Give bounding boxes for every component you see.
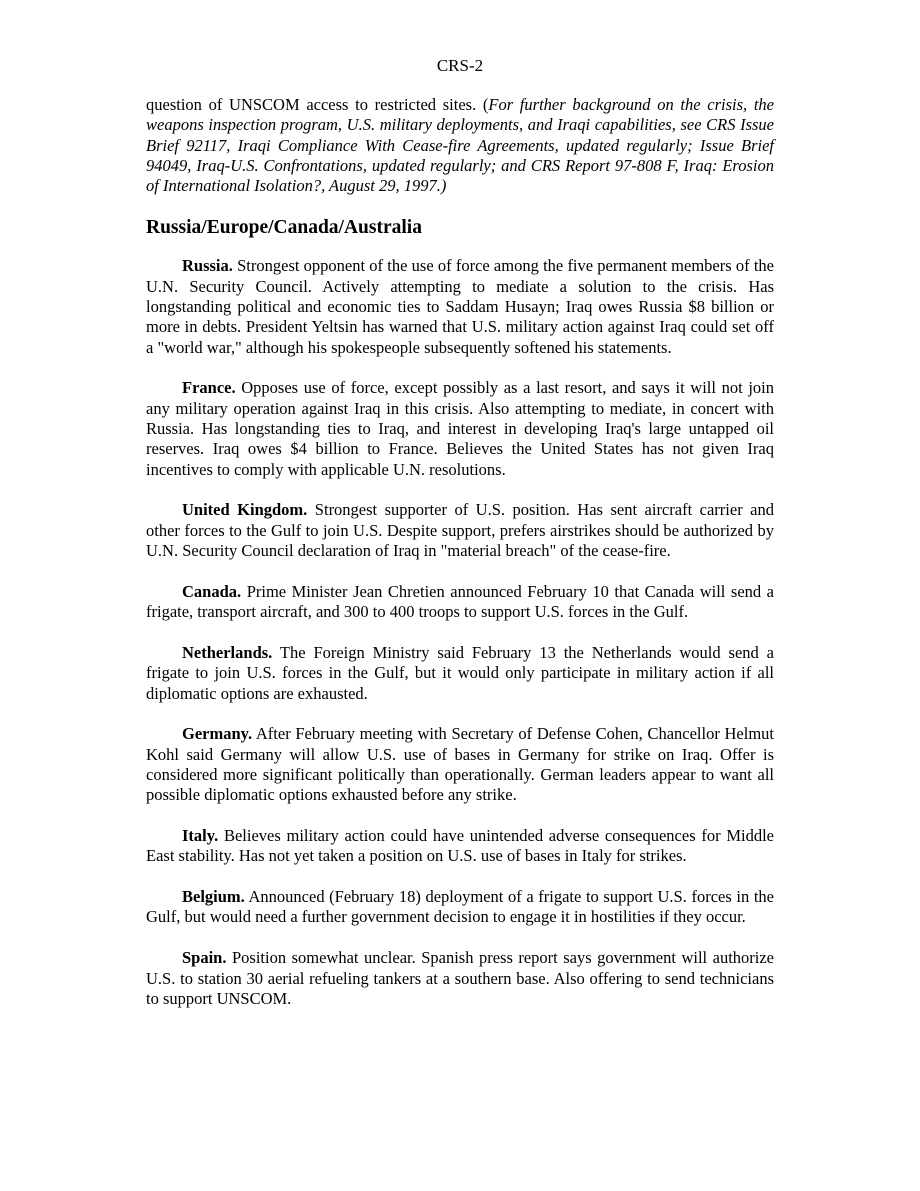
entry-name: Netherlands. — [182, 642, 273, 662]
entry-spain — [146, 948, 774, 1009]
intro-paragraph — [146, 95, 774, 196]
entry-name: United Kingdom. — [182, 500, 308, 520]
entry-italy — [146, 826, 774, 867]
entry-name: Spain. — [182, 948, 227, 968]
entry-name: Italy. — [182, 826, 219, 846]
document-body — [146, 95, 774, 1030]
entry-name: Germany. — [182, 724, 253, 744]
entry-text: Prime Minister Jean Chretien announced February 10 that Canada will send a frigate, transport aircraft, and 300 to 400 troops to support U.S. forces in the Gulf. — [146, 581, 774, 622]
entry-text: The Foreign Ministry said February 13 the Netherlands would send a frigate to join U.S. forces in the Gulf, but it would only participate in military action if all diplomatic options are exhausted. — [146, 642, 774, 703]
intro-text: question of UNSCOM access to restricted sites. ( — [146, 95, 489, 114]
entry-canada — [146, 582, 774, 623]
entry-text: Strongest opponent of the use of force among the five permanent members of the U.N. Security Council. Actively attempting to mediate a solution to the crisis. Has longstanding political and economic ties to Saddam Husayn; Iraq owes Russia $8 billion or more in debts. President Yeltsin has warned that U.S. military action against Iraq could set off a "world war," although his spokespeople subsequently softened his statements. — [146, 256, 774, 357]
intro-references: For further background on the crisis, the weapons inspection program, U.S. military deployments, and Iraqi capabilities, see CRS Issue Brief 92117, Iraqi Compliance With Cease-fire Agreements, updated regularly; Issue Brief 94049, Iraq-U.S. Confrontations, updated regularly; and CRS Report 97-808 F, Iraq: Erosion of International Isolation?, August 29, 1997.) — [146, 95, 774, 196]
entry-france — [146, 378, 774, 479]
entry-text: Believes military action could have unintended adverse consequences for Middle East stability. Has not yet taken a position on U.S. use of bases in Italy for strikes. — [146, 826, 774, 866]
entry-united-kingdom — [146, 500, 774, 561]
entry-russia — [146, 256, 774, 357]
entry-text: Announced (February 18) deployment of a frigate to support U.S. forces in the Gulf, but would need a further government decision to engage it in hostilities if they occur. — [146, 887, 774, 927]
page-number: CRS-2 — [436, 56, 484, 75]
entry-germany — [146, 724, 774, 805]
entry-text: Strongest supporter of U.S. position. Has sent aircraft carrier and other forces to the Gulf to join U.S. Despite support, prefers airstrikes should be authorized by U.N. Security Council declaration of Iraq in "material breach" of the cease-fire. — [146, 500, 775, 561]
entry-name: Canada. — [182, 581, 242, 601]
entry-text: Position somewhat unclear. Spanish press report says government will authorize U.S. to station 30 aerial refueling tankers at a southern base. Also offering to send technicians to support UNSCOM. — [146, 948, 774, 1008]
entry-text: Opposes use of force, except possibly as a last resort, and says it will not join any military operation against Iraq in this crisis. Also attempting to mediate, in concert with Russia. Has longstanding ties to Iraq, and interest in developing Iraq's large untapped oil reserves. Iraq owes $4 billion to France. Believes the United States has not given Iraq incentives to comply with applicable U.N. resolutions. — [146, 378, 774, 479]
entry-netherlands — [146, 643, 774, 704]
entry-name: Belgium. — [182, 887, 245, 907]
entry-name: Russia. — [182, 256, 233, 276]
entry-belgium — [146, 887, 774, 928]
section-heading: Russia/Europe/Canada/Australia — [146, 217, 422, 239]
entry-text: After February meeting with Secretary of Defense Cohen, Chancellor Helmut Kohl said Germany will allow U.S. use of bases in Germany for strike on Iraq. Offer is considered more significant politically than operationally. German leaders appear to want all possible diplomatic options exhausted before any strike. — [146, 724, 774, 805]
entry-name: France. — [182, 378, 236, 398]
